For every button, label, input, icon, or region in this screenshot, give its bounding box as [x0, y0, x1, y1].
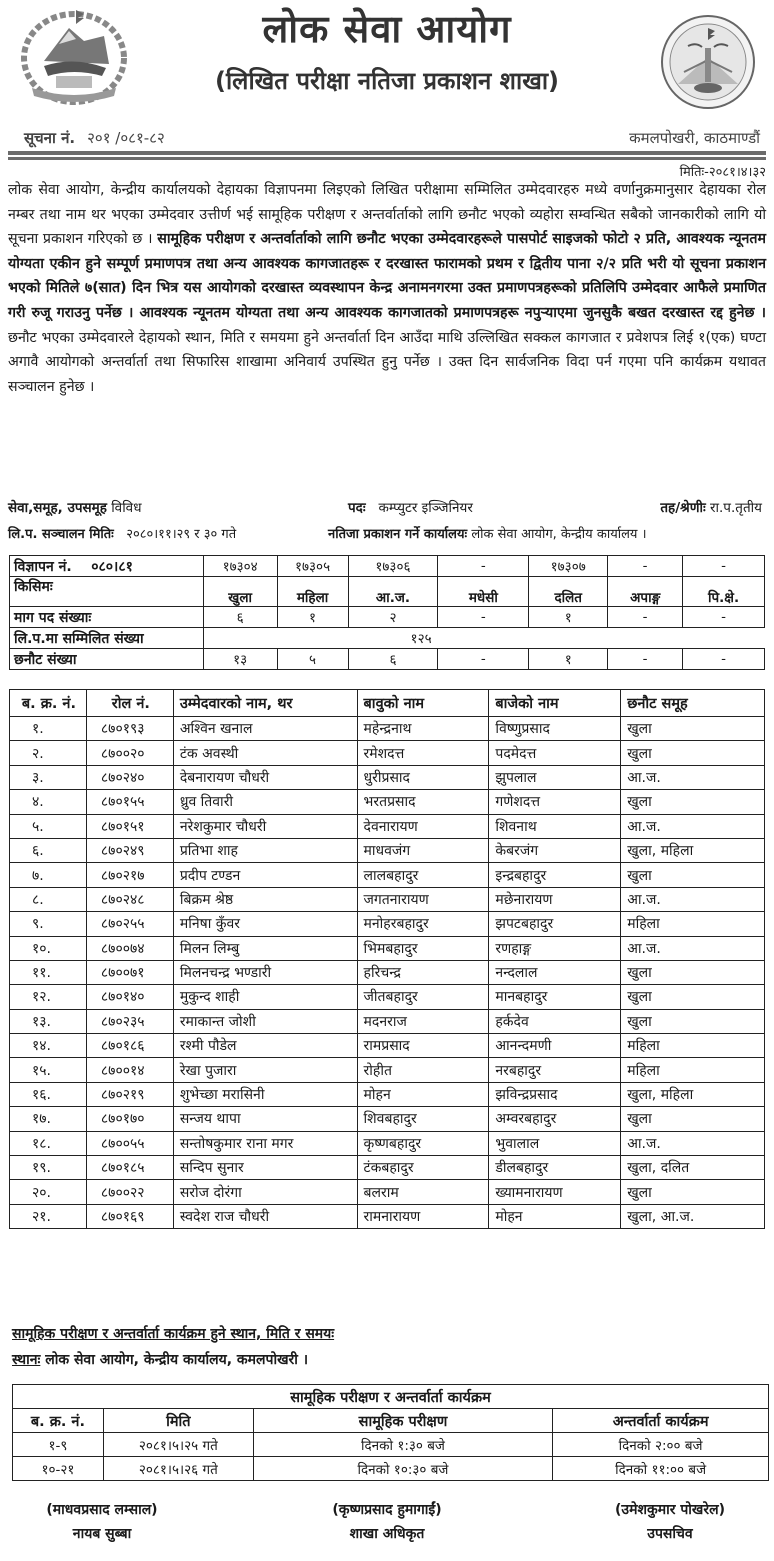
selection-group: आ.ज. — [621, 814, 765, 838]
level-value: रा.प.तृतीय — [710, 500, 762, 516]
roll-number: ८७०२१९ — [86, 1082, 173, 1106]
roll-number: ८७०१८५ — [86, 1156, 173, 1180]
venue-place-label: स्थानः — [12, 1352, 41, 1368]
roll-number: ८७०२४० — [86, 765, 173, 789]
candidate-row — [10, 1107, 765, 1131]
candidate-name: मिलन लिम्बु — [173, 936, 357, 960]
level-label: तह/श्रेणीः — [660, 500, 706, 516]
category-cell: पि.क्षे. — [683, 577, 765, 607]
father-name: कृष्णबहादुर — [357, 1131, 489, 1155]
roll-number: ८७०२४९ — [86, 838, 173, 862]
demand-cell: २ — [348, 607, 438, 628]
candidate-row — [10, 863, 765, 887]
post-label: पदः — [348, 500, 366, 516]
serial-number: १५. — [10, 1058, 87, 1082]
roll-number: ८७०१५१ — [86, 814, 173, 838]
signatory — [570, 1498, 770, 1546]
venue-place-value: लोक सेवा आयोग, केन्द्रीय कार्यालय, कमलपोखरी । — [40, 1352, 309, 1368]
serial-number: २. — [10, 741, 87, 765]
candidate-name: सन्तोषकुमार राना मगर — [173, 1131, 357, 1155]
candidate-name: बिक्रम श्रेष्ठ — [173, 887, 357, 911]
selected-count-cell: ५ — [277, 649, 348, 670]
result-office-value: लोक सेवा आयोग, केन्द्रीय कार्यालय । — [471, 527, 647, 542]
serial-number: १९. — [10, 1156, 87, 1180]
schedule-header-row — [13, 1409, 769, 1433]
signatory — [287, 1498, 487, 1546]
category-label: किसिमः — [10, 577, 204, 607]
notice-body — [8, 178, 766, 399]
schedule-title: सामूहिक परीक्षण र अन्तर्वार्ता कार्यक्रम — [13, 1385, 769, 1409]
father-name: हरिचन्द्र — [357, 960, 489, 984]
category-cell: मधेसी — [438, 577, 529, 607]
post-info — [348, 498, 473, 516]
candidates-header-row — [10, 690, 765, 717]
selection-group: खुला — [621, 741, 765, 765]
selected-count-label: छनौट संख्या — [10, 649, 204, 670]
selection-group: खुला — [621, 717, 765, 741]
grandfather-name: रणहाङ्ग — [489, 936, 621, 960]
signatory-name: (माधवप्रसाद लम्साल) — [46, 1502, 158, 1518]
roll-number: ८७००७४ — [86, 936, 173, 960]
grandfather-name: आनन्दमणी — [489, 1034, 621, 1058]
grandfather-name: झुपलाल — [489, 765, 621, 789]
selected-count-row — [10, 649, 765, 670]
candidate-row — [10, 912, 765, 936]
schedule-date: २०८१।५।२५ गते — [103, 1433, 253, 1457]
roll-number: ८७०१८६ — [86, 1034, 173, 1058]
candidate-name: सन्जय थापा — [173, 1107, 357, 1131]
serial-number: १. — [10, 717, 87, 741]
selected-count-cell: ६ — [348, 649, 438, 670]
father-name: भरतप्रसाद — [357, 790, 489, 814]
selection-group: खुला, महिला — [621, 1082, 765, 1106]
selection-group: खुला — [621, 790, 765, 814]
father-name: लालबहादुर — [357, 863, 489, 887]
serial-number: ४. — [10, 790, 87, 814]
grandfather-name: अम्वरबहादुर — [489, 1107, 621, 1131]
candidate-name: मुकुन्द शाही — [173, 985, 357, 1009]
selection-group: खुला, महिला — [621, 838, 765, 862]
candidate-row — [10, 1156, 765, 1180]
selection-group: महिला — [621, 1034, 765, 1058]
serial-number: ६. — [10, 838, 87, 862]
written-exam-date-info — [8, 524, 236, 542]
father-name: टंकबहादुर — [357, 1156, 489, 1180]
demand-label: माग पद संख्याः — [10, 607, 204, 628]
grandfather-name: झविन्द्रप्रसाद — [489, 1082, 621, 1106]
roll-number: ८७०१४० — [86, 985, 173, 1009]
candidate-row — [10, 717, 765, 741]
notice-number — [24, 128, 165, 148]
father-name: मोहन — [357, 1082, 489, 1106]
selection-group: खुला, दलित — [621, 1156, 765, 1180]
advertisement-number: १७३०६ — [348, 556, 438, 577]
advertisement-number: १७३०७ — [529, 556, 608, 577]
selection-group: खुला — [621, 960, 765, 984]
candidate-row — [10, 887, 765, 911]
candidate-row — [10, 814, 765, 838]
serial-number: ३. — [10, 765, 87, 789]
grandfather-name: गणेशदत्त — [489, 790, 621, 814]
schedule-interview-time: दिनको ११:०० बजे — [553, 1457, 769, 1481]
grandfather-name: पदमेदत्त — [489, 741, 621, 765]
advertisement-number: - — [683, 556, 765, 577]
candidate-name: रेखा पुजारा — [173, 1058, 357, 1082]
candidate-row — [10, 1009, 765, 1033]
demand-cell: १ — [529, 607, 608, 628]
notice-body-instructions: सामूहिक परीक्षण र अन्तर्वार्ताको लागि छनौट भएका उम्मेदवारहरूले पासपोर्ट साइजको फोटो २ प्रति, आवश्यक न्यूनतम योग्यता एकीन हुने सम्पूर्ण प्रमाणपत्र तथा अन्य आवश्यक कागजातहरू र दरखास्त फारामको प्रथम र द्वितीय पाना २/२ प्रति भरी यो सूचना प्रकाशन भएको मितिले ७(सात) दिन भित्र यस आयोगको दरखास्त व्यवस्थापन केन्द्र अनामनगरमा उक्त प्रमाणपत्रहरूको प्रतिलिपि उम्मेदवार आफैले प्रमाणित गरी रुजू गराउनु पर्नेछ । आवश्यक न्यूनतम योग्यता तथा अन्य आवश्यक कागजातको प्रमाणपत्रहरू नपुऱ्याएमा जुनसुकै बखत दरखास्त रद्द हुनेछ । — [8, 231, 766, 321]
demand-cell: १ — [277, 607, 348, 628]
selection-group: खुला — [621, 1009, 765, 1033]
column-header-group: छनौट समूह — [621, 690, 765, 717]
grandfather-name: नन्दलाल — [489, 960, 621, 984]
candidate-row — [10, 985, 765, 1009]
advertisement-code: ०८०।८१ — [91, 558, 133, 575]
schedule-group-test-time: दिनको १०:३० बजे — [253, 1457, 553, 1481]
grandfather-name: मोहन — [489, 1204, 621, 1228]
advertisement-number: १७३०५ — [277, 556, 348, 577]
roll-number: ८७००५५ — [86, 1131, 173, 1155]
father-name: देवनारायण — [357, 814, 489, 838]
candidate-name: शुभेच्छा मरासिनी — [173, 1082, 357, 1106]
signatory-name: (कृष्णप्रसाद हुमागाईं) — [332, 1502, 442, 1518]
service-group-info — [8, 498, 142, 516]
father-name: महेन्द्रनाथ — [357, 717, 489, 741]
schedule-serial: १०-२१ — [13, 1457, 104, 1481]
father-name: माधवजंग — [357, 838, 489, 862]
roll-number: ८७०१९३ — [86, 717, 173, 741]
schedule-row — [13, 1457, 769, 1481]
father-name: रामप्रसाद — [357, 1034, 489, 1058]
service-group-value: विविध — [111, 500, 142, 516]
roll-number: ८७००२० — [86, 741, 173, 765]
father-name: रामनारायण — [357, 1204, 489, 1228]
column-header-father: बावुको नाम — [357, 690, 489, 717]
roll-number: ८७०१७० — [86, 1107, 173, 1131]
advertisement-label-cell — [10, 556, 204, 577]
selection-group: आ.ज. — [621, 765, 765, 789]
selection-group: खुला — [621, 1180, 765, 1204]
level-info — [660, 498, 762, 516]
organization-title: लोक सेवा आयोग — [262, 7, 512, 51]
candidate-name: सरोज दोरंगा — [173, 1180, 357, 1204]
advertisement-table — [9, 555, 765, 670]
serial-number: १२. — [10, 985, 87, 1009]
roll-number: ८७०१५५ — [86, 790, 173, 814]
demand-cell: - — [608, 607, 683, 628]
grandfather-name: झपटबहादुर — [489, 912, 621, 936]
roll-number: ८७००१४ — [86, 1058, 173, 1082]
category-cell: आ.ज. — [348, 577, 438, 607]
father-name: रमेशदत्त — [357, 741, 489, 765]
signatory-name: (उमेशकुमार पोखरेल) — [615, 1502, 725, 1518]
grandfather-name: शिवनाथ — [489, 814, 621, 838]
notice-date: मितिः-२०८१।४।३२ — [679, 165, 766, 180]
category-cell: महिला — [277, 577, 348, 607]
demand-cell: ६ — [203, 607, 277, 628]
grandfather-name: ख्यामनारायण — [489, 1180, 621, 1204]
selected-count-cell: - — [683, 649, 765, 670]
serial-number: ११. — [10, 960, 87, 984]
selected-count-cell: १ — [529, 649, 608, 670]
schedule-row — [13, 1433, 769, 1457]
demand-row — [10, 607, 765, 628]
candidate-name: टंक अवस्थी — [173, 741, 357, 765]
serial-number: १४. — [10, 1034, 87, 1058]
candidates-table — [9, 689, 765, 1229]
selection-group: खुला — [621, 985, 765, 1009]
selection-group: खुला, आ.ज. — [621, 1204, 765, 1228]
schedule-header-interview: अन्तर्वार्ता कार्यक्रम — [553, 1409, 769, 1433]
candidate-name: सन्दिप सुनार — [173, 1156, 357, 1180]
candidate-name: मिलनचन्द्र भण्डारी — [173, 960, 357, 984]
demand-cell: - — [683, 607, 765, 628]
serial-number: १७. — [10, 1107, 87, 1131]
signatory-title: उपसचिव — [647, 1526, 693, 1542]
candidate-name: नरेशकुमार चौधरी — [173, 814, 357, 838]
candidate-row — [10, 1082, 765, 1106]
father-name: शिवबहादुर — [357, 1107, 489, 1131]
notice-body-intro: लोक सेवा आयोग, केन्द्रीय कार्यालयको देहायका विज्ञापनमा लिइएको लिखित परीक्षामा सम्मिलित उम्मेदवारहरु मध्ये वर्णानुक्रमानुसार देहायका रोल नम्बर तथा नाम थर भएका उम्मेदवार उत्तीर्ण भई सामूहिक परीक्षण र अन्तर्वार्ताको लागि छनौट भएको व्यहोरा सम्वन्धित सबैको जानकारीको लागि यो सूचना प्रकाशन गरिएको छ । — [8, 182, 766, 248]
schedule-serial: १-९ — [13, 1433, 104, 1457]
serial-number: १३. — [10, 1009, 87, 1033]
serial-number: २०. — [10, 1180, 87, 1204]
advertisement-number: - — [438, 556, 529, 577]
grandfather-name: डीलबहादुर — [489, 1156, 621, 1180]
roll-number: ८७०२३५ — [86, 1009, 173, 1033]
participated-label: लि.प.मा सम्मिलित संख्या — [10, 628, 204, 649]
participated-value: १२५ — [203, 628, 764, 649]
written-exam-date-value: २०८०।११।२९ र ३० गते — [126, 527, 237, 542]
candidate-row — [10, 1131, 765, 1155]
schedule-table — [12, 1384, 769, 1481]
category-cell: अपाङ्ग — [608, 577, 683, 607]
category-cell: खुला — [203, 577, 277, 607]
grandfather-name: नरबहादुर — [489, 1058, 621, 1082]
father-name: मनोहरबहादुर — [357, 912, 489, 936]
candidate-name: देबनारायण चौधरी — [173, 765, 357, 789]
father-name: जगतनारायण — [357, 887, 489, 911]
father-name: जीतबहादुर — [357, 985, 489, 1009]
advertisement-label: विज्ञापन नं. — [14, 558, 72, 575]
roll-number: ८७०१६९ — [86, 1204, 173, 1228]
father-name: भिमबहादुर — [357, 936, 489, 960]
selected-count-cell: - — [438, 649, 529, 670]
candidate-row — [10, 790, 765, 814]
serial-number: ९. — [10, 912, 87, 936]
selection-group: महिला — [621, 1058, 765, 1082]
notice-body-attendance: छनौट भएका उम्मेदवारले देहायको स्थान, मिति र समयमा हुने अन्तर्वार्ता दिन आउँदा माथि उल्लिखित सक्कल कागजात र प्रवेशपत्र लिई १(एक) घण्टा अगावै आयोगको अन्तर्वार्ता तथा सिफारिस शाखामा अनिवार्य उपस्थित हुनु पर्नेछ । उक्त दिन सार्वजनिक विदा पर्न गएमा पनि कार्यक्रम यथावत सञ्चालन हुनेछ । — [8, 329, 766, 395]
serial-number: ७. — [10, 863, 87, 887]
written-exam-date-label: लि.प. सञ्चालन मितिः — [8, 527, 114, 542]
post-value: कम्प्युटर इञ्जिनियर — [378, 500, 473, 516]
advertisement-number: १७३०४ — [203, 556, 277, 577]
roll-number: ८७००७१ — [86, 960, 173, 984]
candidate-row — [10, 1204, 765, 1228]
selection-group: खुला — [621, 1107, 765, 1131]
father-name: बलराम — [357, 1180, 489, 1204]
advertisement-number-row — [10, 556, 765, 577]
serial-number: ५. — [10, 814, 87, 838]
signatory-title: शाखा अधिकृत — [349, 1526, 425, 1542]
office-location: कमलपोखरी, काठमाण्डौं — [629, 129, 760, 147]
grandfather-name: हर्कदेव — [489, 1009, 621, 1033]
roll-number: ८७००२२ — [86, 1180, 173, 1204]
selected-count-cell: १३ — [203, 649, 277, 670]
candidate-row — [10, 741, 765, 765]
candidate-name: स्वदेश राज चौधरी — [173, 1204, 357, 1228]
signatory-title: नायब सुब्बा — [72, 1526, 132, 1542]
schedule-header-serial: ब. क्र. नं. — [13, 1409, 104, 1433]
serial-number: १८. — [10, 1131, 87, 1155]
advertisement-number: - — [608, 556, 683, 577]
candidate-name: रश्मी पौडेल — [173, 1034, 357, 1058]
organization-subtitle: (लिखित परीक्षा नतिजा प्रकाशन शाखा) — [214, 67, 560, 95]
candidate-row — [10, 960, 765, 984]
schedule-date: २०८१।५।२६ गते — [103, 1457, 253, 1481]
selection-group: आ.ज. — [621, 1131, 765, 1155]
selection-group: महिला — [621, 912, 765, 936]
candidate-row — [10, 1058, 765, 1082]
candidate-row — [10, 936, 765, 960]
demand-cell: - — [438, 607, 529, 628]
header-divider — [8, 151, 766, 155]
grandfather-name: केबरजंग — [489, 838, 621, 862]
grandfather-name: मछेनारायण — [489, 887, 621, 911]
roll-number: ८७०२४८ — [86, 887, 173, 911]
candidate-row — [10, 1180, 765, 1204]
father-name: मदनराज — [357, 1009, 489, 1033]
father-name: रोहीत — [357, 1058, 489, 1082]
schedule-header-group-test: सामूहिक परीक्षण — [253, 1409, 553, 1433]
service-group-label: सेवा,समूह, उपसमूह — [8, 500, 107, 516]
selection-group: आ.ज. — [621, 936, 765, 960]
schedule-group-test-time: दिनको १:३० बजे — [253, 1433, 553, 1457]
participated-row — [10, 628, 765, 649]
schedule-header-date: मिति — [103, 1409, 253, 1433]
roll-number: ८७०२१७ — [86, 863, 173, 887]
candidate-name: मनिषा कुँवर — [173, 912, 357, 936]
candidate-row — [10, 765, 765, 789]
serial-number: १०. — [10, 936, 87, 960]
result-office-label: नतिजा प्रकाशन गर्ने कार्यालयः — [328, 527, 468, 542]
candidate-row — [10, 838, 765, 862]
serial-number: १६. — [10, 1082, 87, 1106]
selection-group: आ.ज. — [621, 887, 765, 911]
candidate-row — [10, 1034, 765, 1058]
notice-number-value: २०१ /०८१-८२ — [87, 129, 165, 147]
candidate-name: ध्रुव तिवारी — [173, 790, 357, 814]
category-cell: दलित — [529, 577, 608, 607]
grandfather-name: इन्द्रबहादुर — [489, 863, 621, 887]
notice-number-label: सूचना नं. — [24, 129, 76, 147]
public-service-commission-seal-icon — [658, 12, 758, 112]
grandfather-name: विष्णुप्रसाद — [489, 717, 621, 741]
venue-title: सामूहिक परीक्षण र अन्तर्वार्ता कार्यक्रम हुने स्थान, मिति र समयः — [12, 1326, 335, 1342]
column-header-serial: ब. क्र. नं. — [10, 690, 87, 717]
result-office-info — [328, 524, 647, 542]
selected-count-cell: - — [608, 649, 683, 670]
candidate-name: रमाकान्त जोशी — [173, 1009, 357, 1033]
candidate-name: प्रदीप टण्डन — [173, 863, 357, 887]
schedule-interview-time: दिनको २:०० बजे — [553, 1433, 769, 1457]
header-divider — [8, 157, 766, 160]
roll-number: ८७०२५५ — [86, 912, 173, 936]
selection-group: खुला — [621, 863, 765, 887]
grandfather-name: भुवालाल — [489, 1131, 621, 1155]
serial-number: २१. — [10, 1204, 87, 1228]
candidate-name: अश्विन खनाल — [173, 717, 357, 741]
signatory — [2, 1498, 202, 1546]
father-name: धुरीप्रसाद — [357, 765, 489, 789]
schedule-title-row — [13, 1385, 769, 1409]
grandfather-name: मानबहादुर — [489, 985, 621, 1009]
candidate-name: प्रतिभा शाह — [173, 838, 357, 862]
column-header-roll: रोल नं. — [86, 690, 173, 717]
column-header-grandfather: बाजेको नाम — [489, 690, 621, 717]
serial-number: ८. — [10, 887, 87, 911]
column-header-name: उम्मेदवारको नाम, थर — [173, 690, 357, 717]
category-row — [10, 577, 765, 607]
venue-place — [12, 1350, 308, 1369]
